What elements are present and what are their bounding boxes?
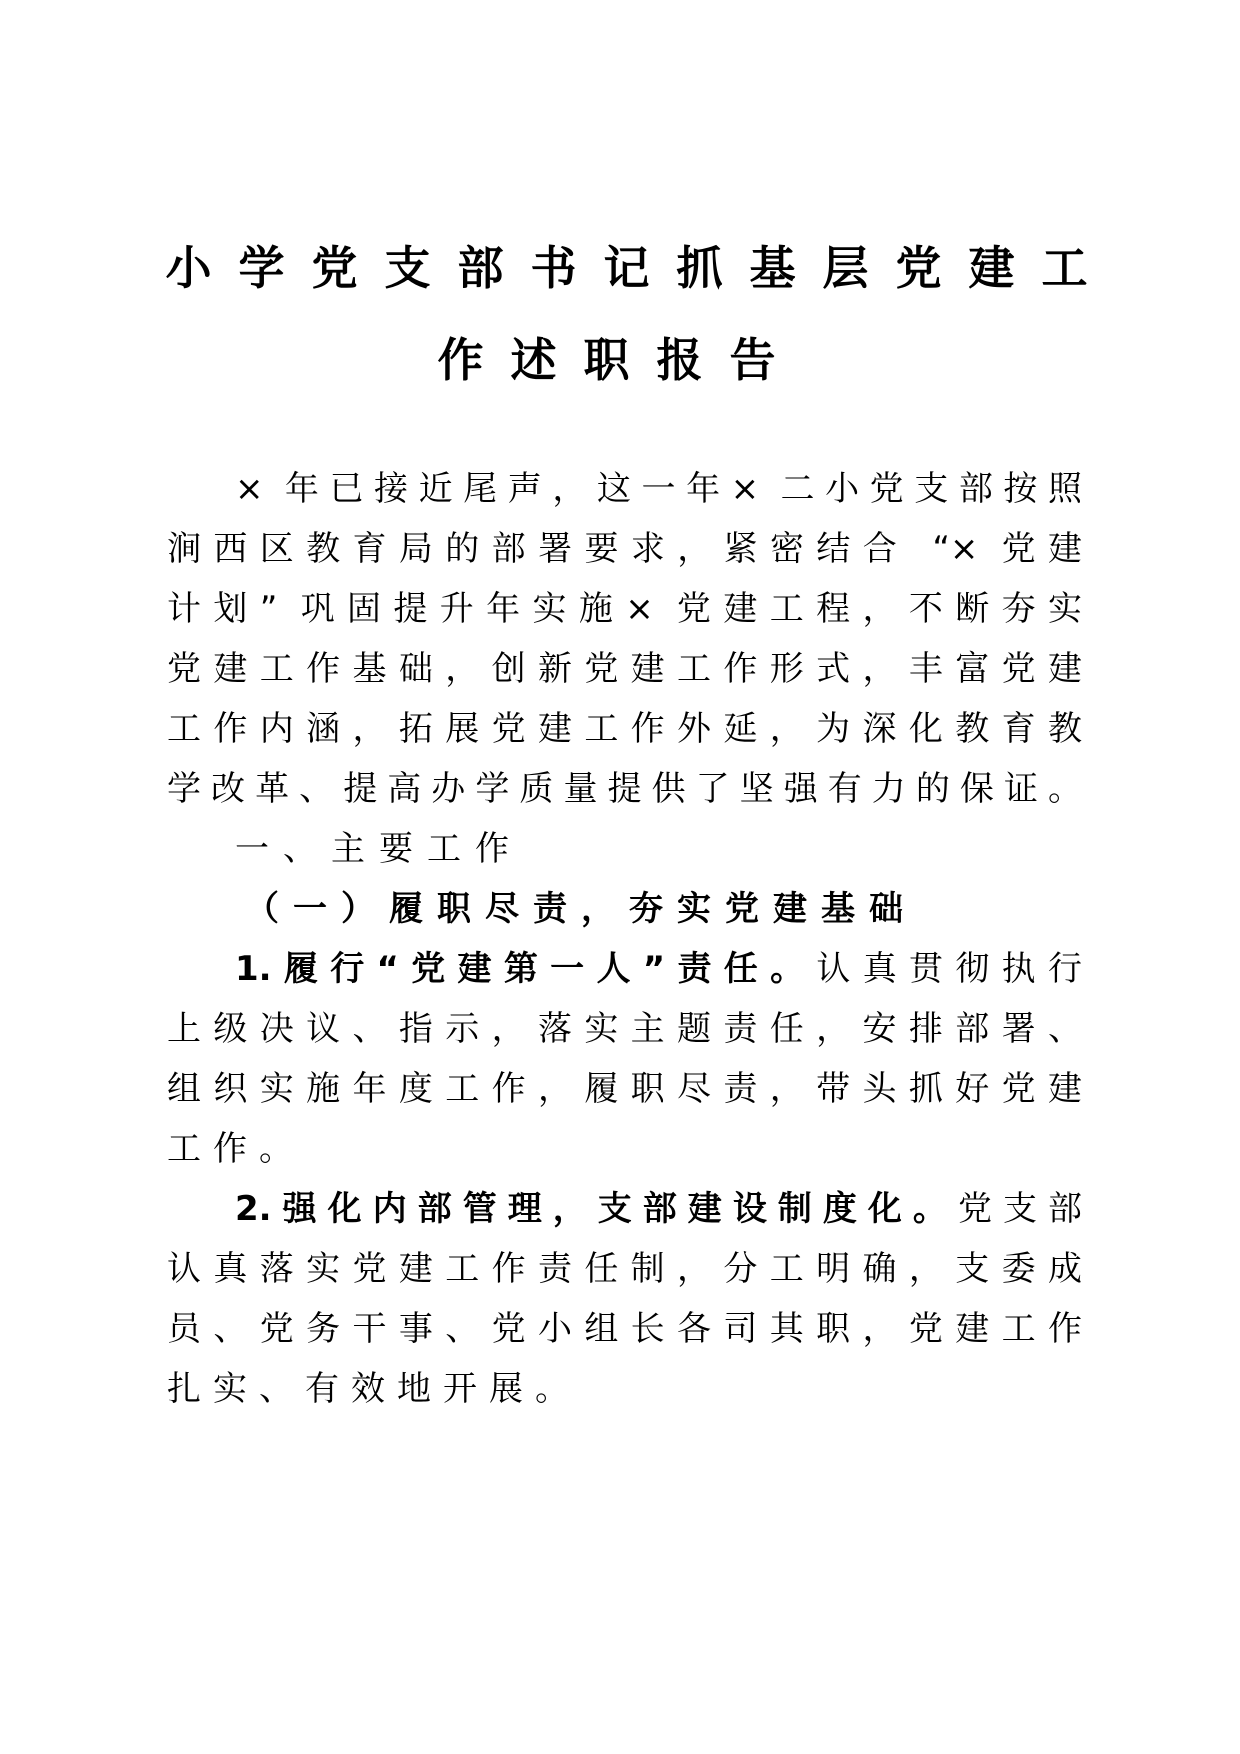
item-1-lead: 1.履行“党建第一人”责任。 [235, 949, 817, 989]
paragraph-line: 员、党务干事、党小组长各司其职，党建工作 [167, 1309, 1082, 1349]
paragraph-line: 工作。 [167, 1129, 305, 1169]
paragraph-line: 工作内涵，拓展党建工作外延，为深化教育教 [167, 709, 1082, 749]
item-2-text: 党支部 [957, 1189, 1082, 1229]
subsection-heading: （一）履职尽责，夯实党建基础 [245, 889, 917, 929]
paragraph-line: 上级决议、指示，落实主题责任，安排部署、 [167, 1009, 1082, 1049]
paragraph-line: 学改革、提高办学质量提供了坚强有力的保证。 [167, 769, 1082, 809]
paragraph-line: 涧西区教育局的部署要求，紧密结合 “× 党建 [167, 529, 1082, 569]
document-title-line-1: 小学党支部书记抓基层党建工 [165, 241, 1115, 295]
paragraph-line: × 年已接近尾声，这一年× 二小党支部按照 [235, 469, 1082, 509]
paragraph-line: 扎实、有效地开展。 [167, 1369, 581, 1409]
paragraph-line: 党建工作基础，创新党建工作形式，丰富党建 [167, 649, 1082, 689]
paragraph-line: 认真落实党建工作责任制，分工明确，支委成 [167, 1249, 1082, 1289]
document-title-line-2: 作述职报告 [437, 333, 803, 387]
item-1-text: 认真贯彻执行 [816, 949, 1082, 989]
section-heading: 一、主要工作 [235, 829, 523, 869]
item-2-lead: 2.强化内部管理，支部建设制度化。 [235, 1189, 958, 1229]
item-2-first-line [235, 1179, 1082, 1239]
paragraph-line: 组织实施年度工作，履职尽责，带头抓好党建 [167, 1069, 1082, 1109]
paragraph-line: 计划” 巩固提升年实施× 党建工程，不断夯实 [167, 589, 1082, 629]
item-1-first-line [235, 939, 1082, 999]
